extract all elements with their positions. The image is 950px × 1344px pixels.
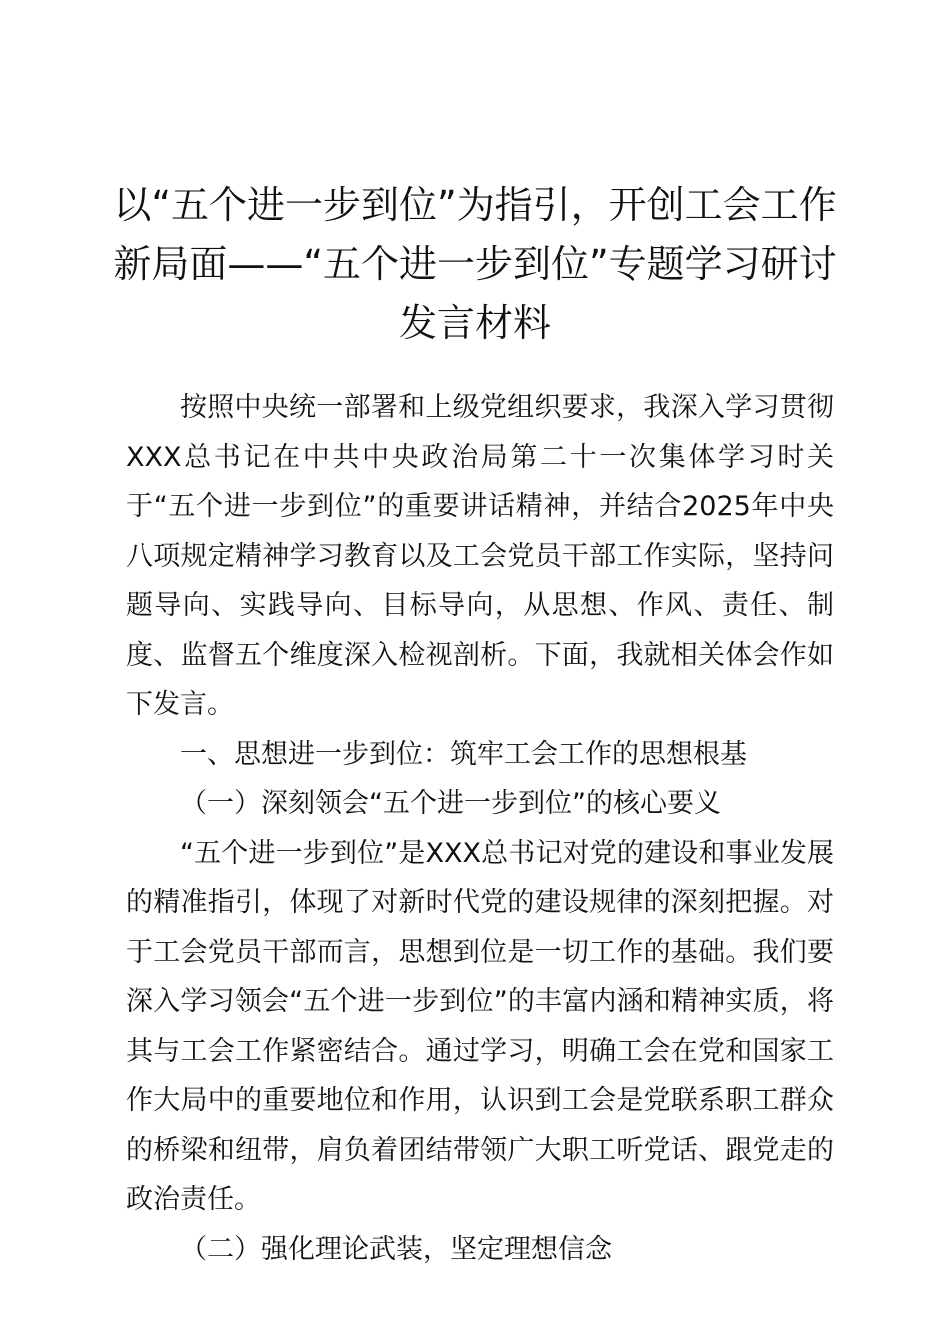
document-body [126,383,834,1274]
subsection-heading-2: （二）强化理论武装，坚定理想信念 [180,1233,612,1265]
subsection-heading-1: （一）深刻领会“五个进一步到位”的核心要义 [180,788,721,819]
document-title: 以“五个进一步到位”为指引，开创工会工作新局面——“五个进一步到位”专题学习研讨发言材料 [113,183,837,345]
body-paragraph: “五个进一步到位”是XXX总书记对党的建设和事业发展的精准指引，体现了对新时代党的建设规律的深刻把握。对于工会党员干部而言，思想到位是一切工作的基础。我们要深入学习领会“五个进一步到位”的丰富内涵和精神实质，将其与工会工作紧密结合。通过学习，明确工会在党和国家工作大局中的重要地位和作用，认识到工会是党联系职工群众的桥梁和纽带，肩负着团结带领广大职工听党话、跟党走的政治责任。 [126,837,834,1215]
intro-paragraph: 按照中央统一部署和上级党组织要求，我深入学习贯彻XXX总书记在中共中央政治局第二十一次集体学习时关于“五个进一步到位”的重要讲话精神，并结合2025年中央八项规定精神学习教育以及工会党员干部工作实际，坚持问题导向、实践导向、目标导向，从思想、作风、责任、制度、监督五个维度深入检视剖析。下面，我就相关体会作如下发言。 [126,392,834,720]
section-heading-1: 一、思想进一步到位：筑牢工会工作的思想根基 [180,738,747,770]
